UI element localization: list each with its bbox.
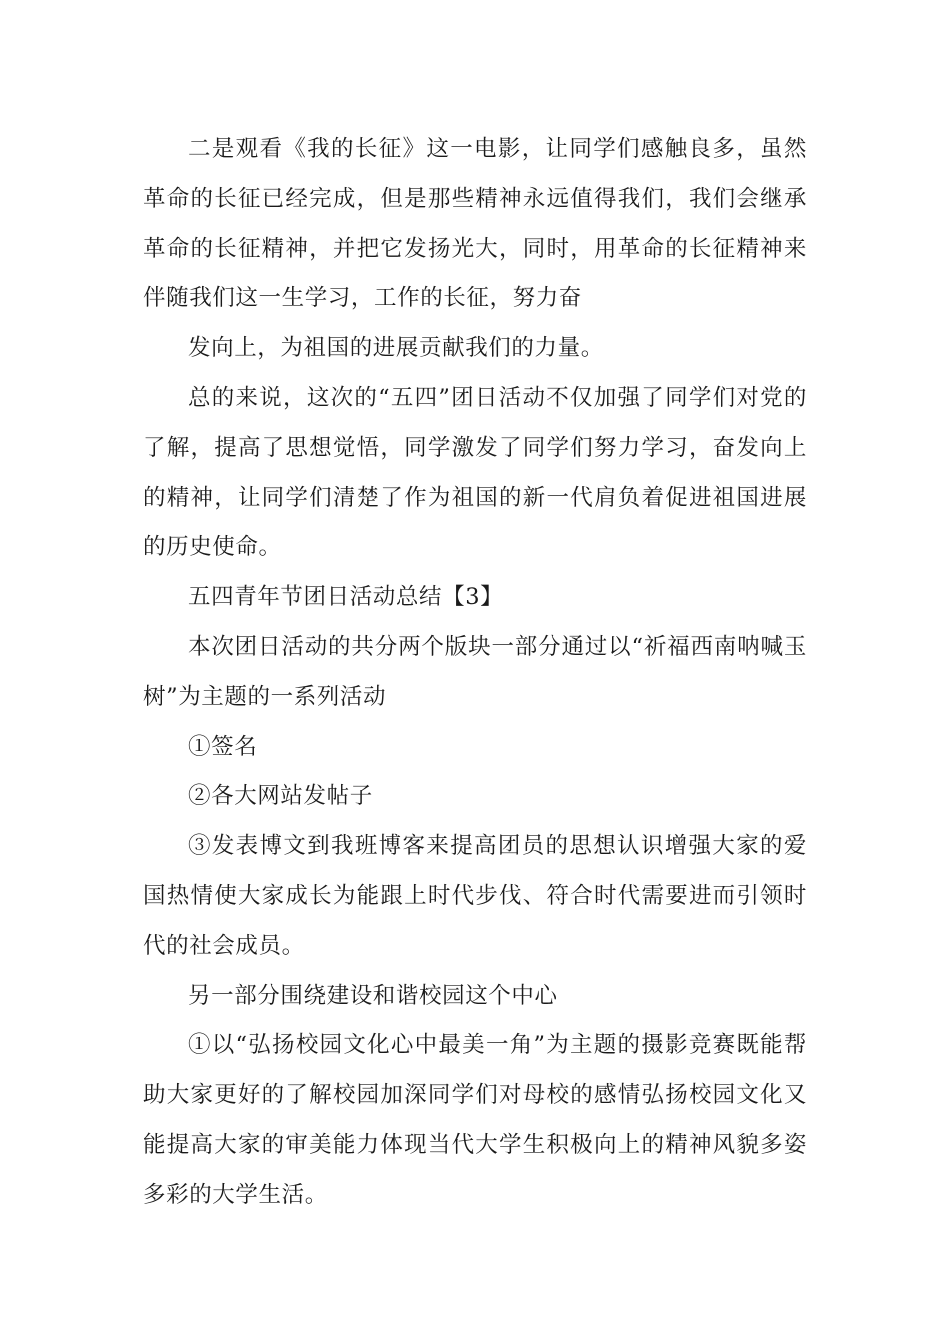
paragraph-campus-intro: 另一部分围绕建设和谐校园这个中心 (188, 982, 558, 1009)
document-body (143, 125, 807, 1221)
list-item-posts: ②各大网站发帖子 (188, 783, 373, 810)
list-item-blog: ③发表博文到我班博客来提高团员的思想认识增强大家的爱国热情使大家成长为能跟上时代步伐、符合时代需要进而引领时代的社会成员。 (143, 833, 807, 959)
list-item-photo-contest: ①以“弘扬校园文化心中最美一角”为主题的摄影竞赛既能帮助大家更好的了解校园加深同学们对母校的感情弘扬校园文化又能提高大家的审美能力体现当代大学生积极向上的精神风貌多姿多彩的大学生活。 (143, 1032, 807, 1208)
paragraph-long-march: 二是观看《我的长征》这一电影，让同学们感触良多，虽然革命的长征已经完成，但是那些精神永远值得我们，我们会继承革命的长征精神，并把它发扬光大，同时，用革命的长征精神来伴随我们这一生学习，工作的长征，努力奋 (143, 136, 807, 312)
paragraph-contribution: 发向上，为祖国的进展贡献我们的力量。 (188, 335, 604, 362)
section-heading: 五四青年节团日活动总结【3】 (188, 584, 504, 611)
paragraph-summary: 总的来说，这次的“五四”团日活动不仅加强了同学们对党的了解，提高了思想觉悟，同学激发了同学们努力学习，奋发向上的精神，让同学们清楚了作为祖国的新一代肩负着促进祖国进展的历史使命。 (143, 384, 807, 561)
list-item-sign: ①签名 (188, 733, 258, 760)
paragraph-activity-intro: 本次团日活动的共分两个版块一部分通过以“祈福西南呐喊玉树”为主题的一系列活动 (143, 633, 807, 710)
